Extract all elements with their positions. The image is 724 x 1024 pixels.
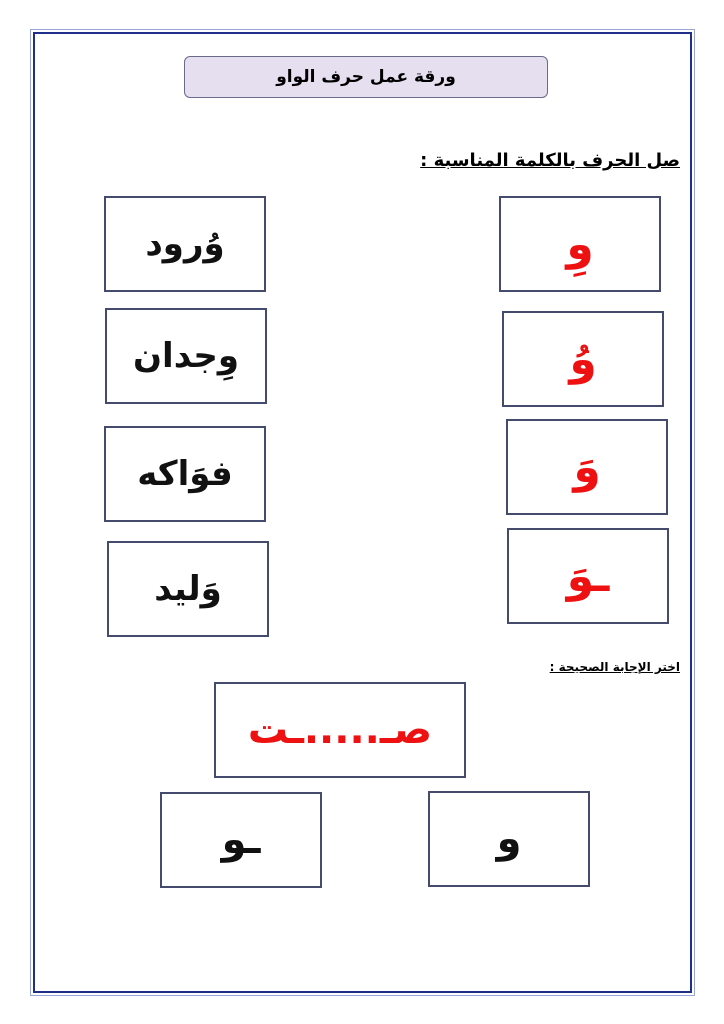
question-word-box xyxy=(214,682,466,778)
letter-label: وَ xyxy=(573,441,601,493)
match-instruction: صل الحرف بالكلمة المناسبة : xyxy=(420,150,680,171)
option-box-final-waw[interactable] xyxy=(160,792,322,888)
word-box-2[interactable] xyxy=(105,308,267,404)
word-box-1[interactable] xyxy=(104,196,266,292)
word-label: وَليد xyxy=(154,569,222,609)
word-label: وِجدان xyxy=(133,336,239,376)
word-box-4[interactable] xyxy=(107,541,269,637)
letter-label: وُ xyxy=(569,333,597,385)
word-box-3[interactable] xyxy=(104,426,266,522)
letter-box-2[interactable] xyxy=(502,311,664,407)
option-box-waw[interactable] xyxy=(428,791,590,887)
word-label: وُرود xyxy=(145,224,225,264)
letter-box-3[interactable] xyxy=(506,419,668,515)
choose-instruction: اختر الإجابة الصحيحة : xyxy=(549,660,680,674)
letter-label: وِ xyxy=(566,218,594,270)
word-label: فوَاكه xyxy=(137,454,233,494)
letter-box-4[interactable] xyxy=(507,528,669,624)
letter-box-1[interactable] xyxy=(499,196,661,292)
option-label: و xyxy=(496,816,522,862)
worksheet-title-text: ورقة عمل حرف الواو xyxy=(276,67,456,87)
question-word: صـ.....ـت xyxy=(247,707,433,753)
worksheet-title xyxy=(184,56,548,98)
option-label: ـو xyxy=(221,817,261,863)
letter-label: ـوَ xyxy=(566,550,610,602)
